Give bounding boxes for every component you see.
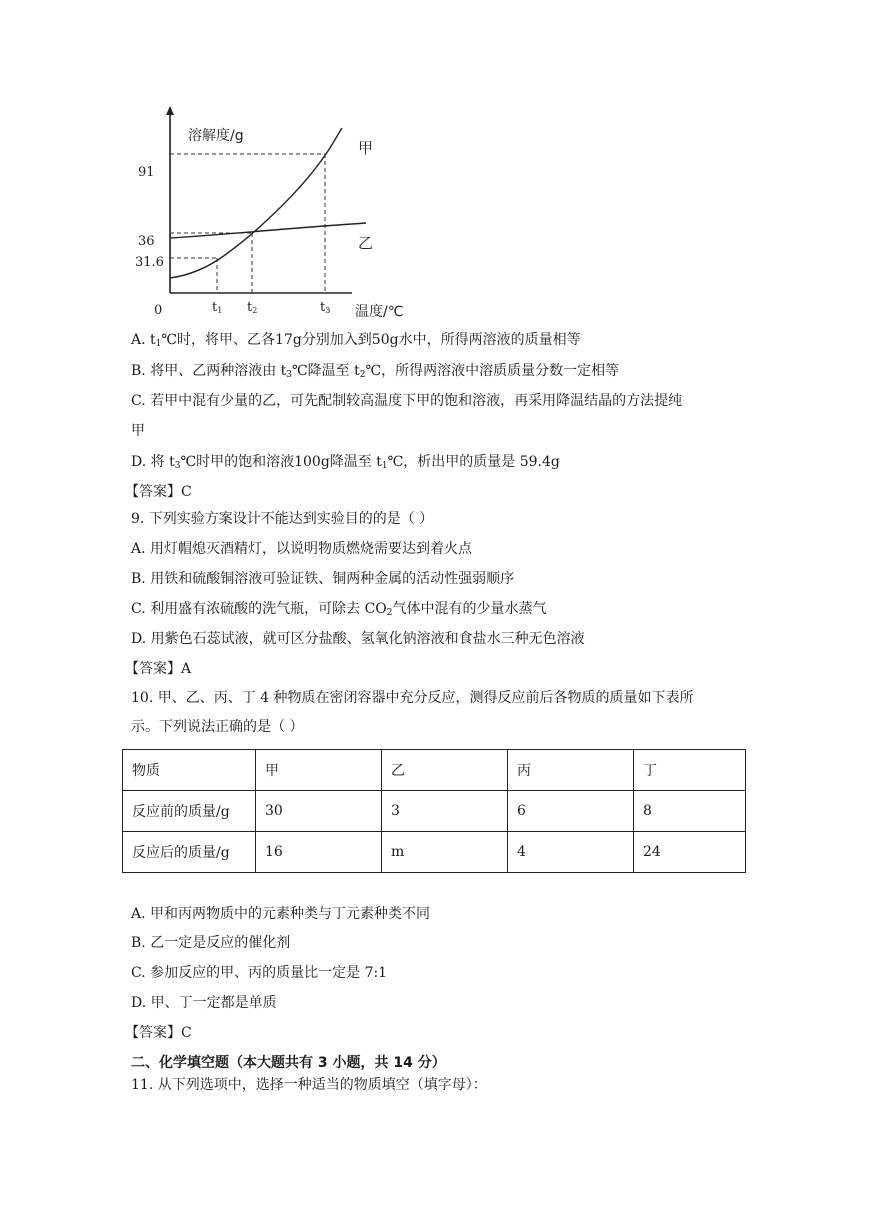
table-cell: 物质 [123,750,256,791]
q9-option-c: C. 利用盛有浓硫酸的洗气瓶，可除去 $CO_2$气体中混有的少量水蒸气 [131,601,547,618]
table-cell: 3 [382,791,508,832]
table-cell: 反应前的质量/g [123,791,256,832]
q10-answer: 【答案】C [125,1025,192,1041]
y-axis-label: 溶解度/g [188,128,244,144]
x-axis-label: 温度/℃ [355,304,404,320]
q8-option-b: B. 将甲、乙两种溶液由 $t_3℃$降温至 $t_2℃$，所得两溶液中溶质质量分数一定相等 [131,363,620,380]
q9-option-a: A. 用灯帽熄灭酒精灯，以说明物质燃烧需要达到着火点 [131,541,473,557]
q10-option-d: D. 甲、丁一定都是单质 [131,995,277,1011]
table-cell: 24 [634,832,746,873]
solubility-chart [130,100,430,330]
q10-option-a: A. 甲和丙两物质中的元素种类与丁元素种类不同 [131,906,431,922]
table-cell: 6 [508,791,634,832]
series-yi-curve [170,223,366,238]
origin-label: 0 [154,303,163,318]
table-cell: 16 [256,832,382,873]
series-jia-curve [170,128,342,278]
table-row [123,791,746,832]
series-yi-label: 乙 [358,234,374,252]
table-cell: 反应后的质量/g [123,832,256,873]
y-axis-arrow [166,106,174,115]
y-tick-31-6: 31.6 [135,255,164,270]
q9-answer: 【答案】A [125,661,192,677]
q8-answer: 【答案】C [125,484,192,500]
table-cell: 30 [256,791,382,832]
q10-option-c: C. 参加反应的甲、丙的质量比一定是 7:1 [131,965,388,981]
table-cell: 甲 [256,750,382,791]
table-cell: 4 [508,832,634,873]
x-tick-t3: t3 [320,300,331,315]
q9-option-d: D. 用紫色石蕊试液，就可区分盐酸、氢氧化钠溶液和食盐水三种无色溶液 [131,631,585,647]
q10-stem-line2: 示。下列说法正确的是（ ） [131,719,304,735]
q9-stem: 9. 下列实验方案设计不能达到实验目的的是（ ） [131,511,434,527]
series-jia-label: 甲 [358,139,374,157]
section-2-title: 二、化学填空题（本大题共有 3 小题，共 14 分） [131,1055,446,1071]
table-cell: 丙 [508,750,634,791]
q8-option-a: A. $t_1℃$时，将甲、乙各17g分别加入到50g水中，所得两溶液的质量相等 [131,332,581,349]
table-cell: m [382,832,508,873]
q8-option-c-cont: 甲 [131,423,145,439]
table-header-row [123,750,746,791]
mass-table [122,749,746,873]
q10-stem-line1: 10. 甲、乙、丙、丁 4 种物质在密闭容器中充分反应，测得反应前后各物质的质量如下表所 [131,690,694,706]
q10-option-b: B. 乙一定是反应的催化剂 [131,935,291,951]
y-tick-91: 91 [138,165,155,180]
table-cell: 8 [634,791,746,832]
x-tick-t1: t1 [212,300,223,315]
x-tick-t2: t2 [247,300,258,315]
q8-option-c: C. 若甲中混有少量的乙，可先配制较高温度下甲的饱和溶液，再采用降温结晶的方法提纯 [131,393,683,409]
table-cell: 乙 [382,750,508,791]
q11-stem: 11. 从下列选项中，选择一种适当的物质填空（填字母）： [131,1077,487,1093]
q8-option-d: D. 将 $t_3℃$时甲的饱和溶液100g降温至 $t_1℃$，析出甲的质量是 59.4g [131,454,560,471]
table-row [123,832,746,873]
q9-option-b: B. 用铁和硫酸铜溶液可验证铁、铜两种金属的活动性强弱顺序 [131,571,515,587]
y-tick-36: 36 [138,234,155,249]
table-cell: 丁 [634,750,746,791]
